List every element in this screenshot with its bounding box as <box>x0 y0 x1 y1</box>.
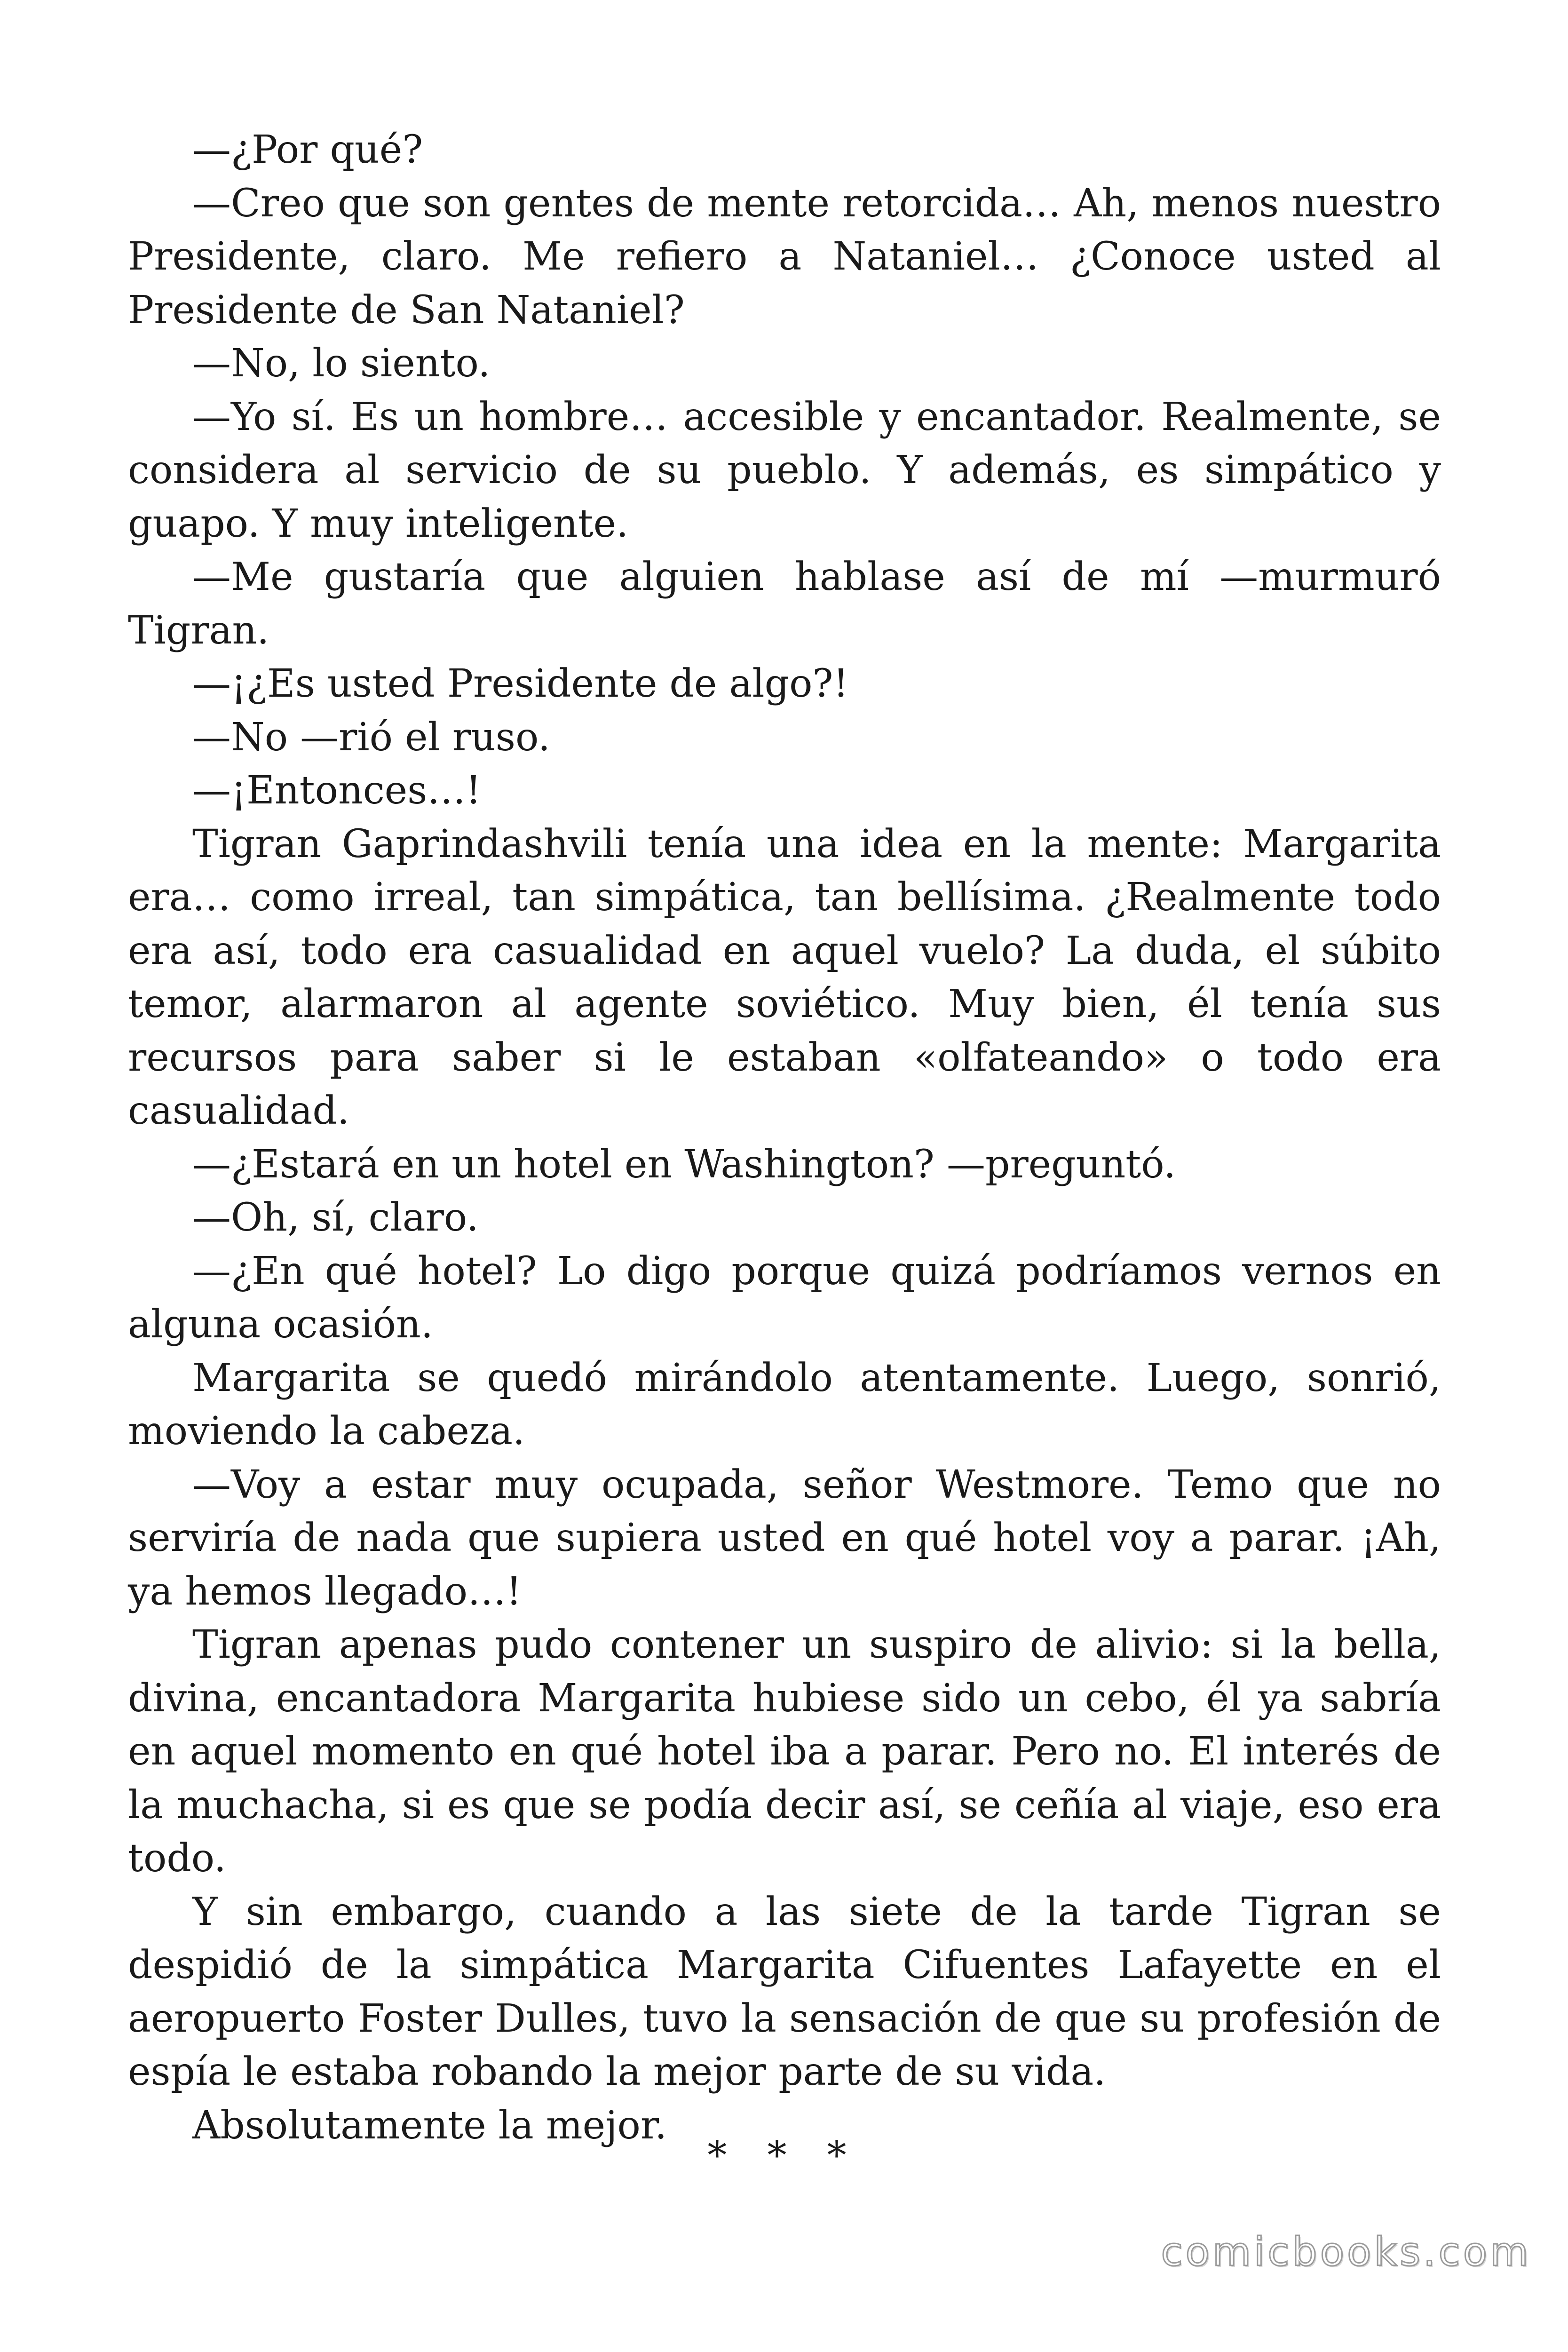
paragraph: —¿En qué hotel? Lo digo porque quizá podríamos vernos en alguna ocasión. <box>128 1248 1441 1347</box>
paragraph: —Creo que son gentes de mente retorcida… Ah, menos nuestro Presidente, claro. Me refiero a Nataniel… ¿Conoce usted al Presidente de San Nataniel? <box>128 181 1441 333</box>
paragraph: —Voy a estar muy ocupada, señor Westmore. Temo que no serviría de nada que supiera usted en qué hotel voy a parar. ¡Ah, ya hemos llegado…! <box>128 1462 1441 1614</box>
paragraph: Tigran Gaprindashvili tenía una idea en la mente: Margarita era… como irreal, tan simpática, tan bellísima. ¿Realmente todo era así, todo era casualidad en aquel vuelo? La duda, el súbito temor, alarmaron al agente soviético. Muy bien, él tenía sus recursos para saber si le estaban «olfateando» o todo era casualidad. <box>128 821 1441 1133</box>
paragraph: Tigran apenas pudo contener un suspiro de alivio: si la bella, divina, encantadora Margarita hubiese sido un cebo, él ya sabría en aquel momento en qué hotel iba a parar. Pero no. El interés de la muchacha, si es que se podía decir así, se ceñía al viaje, eso era todo. <box>128 1622 1441 1881</box>
paragraph: Absolutamente la mejor. <box>192 2103 667 2148</box>
paragraph: —Oh, sí, claro. <box>192 1195 479 1240</box>
paragraph: —¡Entonces…! <box>192 768 482 813</box>
scene-break: * * * <box>707 2133 861 2178</box>
watermark: comicbooks.com <box>1161 2229 1531 2275</box>
paragraph: —¿Por qué? <box>192 127 423 172</box>
paragraph: —Yo sí. Es un hombre… accesible y encantador. Realmente, se considera al servicio de su pueblo. Y además, es simpático y guapo. Y muy inteligente. <box>128 394 1441 546</box>
paragraph: —Me gustaría que alguien hablase así de mí —murmuró Tigran. <box>128 555 1441 653</box>
paragraph: —No, lo siento. <box>192 341 491 386</box>
paragraph: —¿Estará en un hotel en Washington? —preguntó. <box>192 1142 1176 1187</box>
paragraph: —¡¿Es usted Presidente de algo?! <box>192 661 849 706</box>
paragraph: Margarita se quedó mirándolo atentamente. Luego, sonrió, moviendo la cabeza. <box>128 1355 1441 1454</box>
body-text <box>128 123 1441 2152</box>
paragraph: —No —rió el ruso. <box>192 715 550 760</box>
paragraph: Y sin embargo, cuando a las siete de la tarde Tigran se despidió de la simpática Margarita Cifuentes Lafayette en el aeropuerto Foster Dulles, tuvo la sensación de que su profesión de espía le estaba robando la mejor parte de su vida. <box>128 1889 1441 2094</box>
